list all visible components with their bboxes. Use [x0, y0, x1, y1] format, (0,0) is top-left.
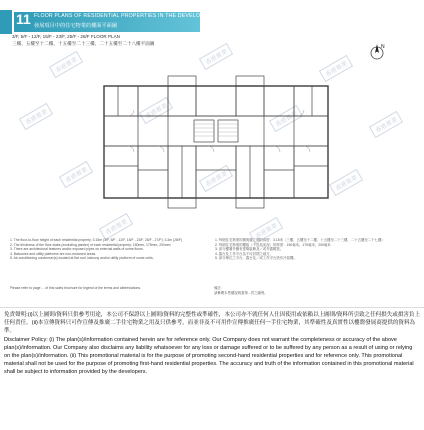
svg-text:N: N — [381, 44, 385, 50]
notes-english — [10, 238, 210, 261]
footnote-english: Please refer to page ... of this sales brochure for legend of the terms and abbreviations. — [10, 286, 141, 290]
note-line: 5. 部分單位之平台、露台及／或工作平台設有冷氣機。 — [215, 256, 297, 261]
footnote-chinese: 備註： 請參閱本售樓說明書第...頁之圖例。 — [214, 286, 268, 295]
divider — [0, 307, 424, 308]
floor-range-en: 3/F, 5/F - 12/F, 15/F - 23/F, 25/F - 28/F FLOOR PLAN — [12, 34, 120, 39]
plan-notes — [10, 238, 414, 286]
watermark: 香港置業 — [319, 55, 353, 82]
watermark: 香港置業 — [139, 97, 173, 124]
watermark: 香港置業 — [19, 103, 53, 130]
disclaimer-chinese: 免責聲明:(i)以上圖則/資料只供參考用途，本公司不保證以上圖則/資料的完整性或準確性，本公司亦不就任何人仕因使用或依賴以上圖則/資料所引致之任何損失或損害負上任何責任。(ii)本宣傳資料只可作宣傳及推廣二手住宅物業之用及只供參考，而並非及不可用作宣傳推廣任何一手住宅物業，其準確性及真實性以樓盤發展商提供的資料為準。 — [4, 312, 421, 335]
watermark: 香港置業 — [199, 165, 233, 192]
note-line: 2. 每個住宅物業的樓板（不包括灰泥）的厚度：150毫米、175毫米、200毫米 — [215, 242, 331, 247]
watermark: 香港置業 — [269, 105, 303, 132]
note-line: 3. There are architectural features and/or exposed pipes on external walls of some floors. — [10, 247, 144, 252]
note-line: 4. 露台及工作平台為不可封閉之地方。 — [215, 251, 274, 256]
floor-range-zh: 三樓、五樓至十二樓、十五樓至二十三樓、二十五樓至二十八樓平面圖 — [12, 41, 155, 46]
section-header — [0, 4, 424, 34]
disclaimer-english: Disclaimer Policy: (i) The plan(s)/information contained herein are for reference only. Our Company does not warrant the completeness or accuracy of the above plan(s)/information. Our Company also disclaims any liability whatsoever for any loss or damage suffered or to be suffered by any person as a result of using or relying on the plan(s)/information. (ii) This promotional material is for the purpose of promoting second-hand residential properties and for reference only. This promotional material shall not be used for the purpose of promoting first-hand residential properties. The accuracy and truth of the information contained in this promotional material shall be subject to information provided by the developers. — [4, 336, 414, 376]
section-number: 11 — [16, 11, 31, 27]
section-title-zh: 發展項目中的住宅物業的樓面平面圖 — [34, 23, 118, 29]
watermark: 香港置業 — [99, 213, 133, 240]
watermark: 香港置業 — [59, 161, 93, 188]
watermark: 香港置業 — [199, 43, 233, 70]
header-accent-bar — [0, 10, 12, 34]
watermark: 香港置業 — [329, 169, 363, 196]
notes-chinese — [215, 238, 414, 261]
note-line: 1. 每個住宅物業的層與層之間的高度：3.15米（三樓、五樓至十二樓、十五樓至二十三樓、二十五樓至二十七樓） — [215, 238, 385, 242]
disclaimer — [4, 311, 420, 377]
north-arrow-icon — [366, 42, 388, 64]
section-title-en: FLOOR PLANS OF RESIDENTIAL PROPERTIES IN THE DEVELOPMENT — [34, 13, 220, 19]
watermark: 香港置業 — [369, 111, 403, 138]
note-line: 5. Air-conditioning condenser(s) located at flat roof, balcony and/or utility platform of some units. — [10, 256, 154, 261]
note-line: 4. Balconies and utility platforms are non-enclosed areas. — [10, 251, 97, 256]
note-line: 1. The floor-to-floor height of each residential property: 3.15m (3/F, 5/F - 12/F, 15/F - 23/F, 25/F - 27/F); 3.3m (28/F) — [10, 238, 182, 242]
watermark: 香港置業 — [49, 51, 83, 78]
note-line: 2. The thickness of the floor slabs (excluding plaster) of each residential property: 150mm, 175mm, 200mm — [10, 242, 171, 247]
watermark: 香港置業 — [249, 217, 283, 244]
floor-plan-drawing — [98, 66, 334, 216]
note-line: 3. 部分樓層外牆有建築裝飾及／或外露喉管。 — [215, 247, 284, 252]
